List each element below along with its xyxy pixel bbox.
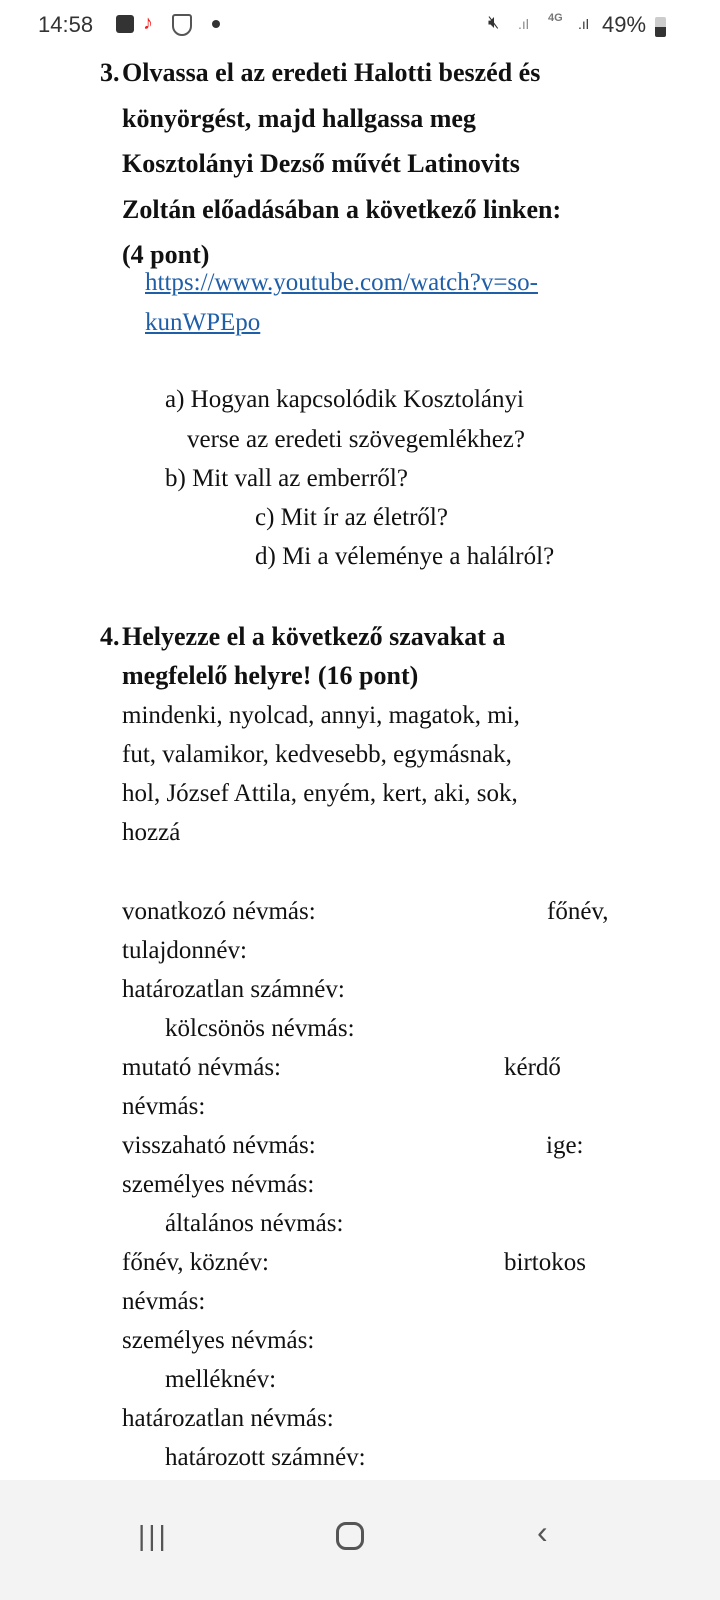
- sub-question: b) Mit vall az emberről?: [165, 465, 408, 492]
- q3-line: Kosztolányi Dezső művét Latinovits: [122, 149, 520, 178]
- category-label: visszaható névmás:: [122, 1132, 316, 1159]
- q3-line: Zoltán előadásában a következő linken:: [122, 195, 562, 224]
- sub-question: d) Mi a véleménye a halálról?: [255, 543, 555, 570]
- youtube-link[interactable]: https://www.youtube.com/watch?v=so-: [145, 269, 538, 296]
- battery-percent: 49%: [602, 12, 647, 37]
- sub-question: a) Hogyan kapcsolódik Kosztolányi: [165, 386, 524, 413]
- category-label: kérdő: [504, 1054, 561, 1081]
- signal-icon-2: .ıl: [578, 16, 589, 32]
- category-label: névmás:: [122, 1288, 206, 1315]
- category-label: személyes névmás:: [122, 1327, 315, 1354]
- category-label: birtokos: [504, 1249, 586, 1276]
- navigation-bar: [0, 1480, 720, 1600]
- youtube-link-cont[interactable]: kunWPEpo: [145, 309, 261, 336]
- category-label: határozott számnév:: [165, 1444, 366, 1471]
- sub-question: verse az eredeti szövegemlékhez?: [187, 426, 525, 453]
- category-label: mutató névmás:: [122, 1054, 281, 1081]
- question-number: 4.: [100, 622, 120, 651]
- word-list: hol, József Attila, enyém, kert, aki, sok,: [122, 780, 518, 807]
- shield-app-icon: [172, 14, 192, 36]
- signal-icon: .ıl: [518, 16, 529, 32]
- category-label: határozatlan névmás:: [122, 1405, 334, 1432]
- notification-dot-icon: [212, 20, 220, 28]
- category-label: melléknév:: [165, 1366, 277, 1393]
- back-button[interactable]: ‹: [537, 1514, 548, 1550]
- q4-line: megfelelő helyre! (16 pont): [122, 661, 419, 690]
- tiktok-icon: ♪: [143, 12, 153, 34]
- category-label: kölcsönös névmás:: [165, 1015, 355, 1042]
- question-number: 3.: [100, 58, 120, 87]
- category-label: névmás:: [122, 1093, 206, 1120]
- gallery-icon: [116, 15, 134, 33]
- home-button[interactable]: [336, 1522, 364, 1550]
- word-list: mindenki, nyolcad, annyi, magatok, mi,: [122, 702, 520, 729]
- word-list: hozzá: [122, 819, 181, 846]
- category-label: vonatkozó névmás:: [122, 898, 316, 925]
- word-list: fut, valamikor, kedvesebb, egymásnak,: [122, 741, 512, 768]
- category-label: határozatlan számnév:: [122, 976, 345, 1003]
- category-label: általános névmás:: [165, 1210, 344, 1237]
- q3-line: könyörgést, majd hallgassa meg: [122, 104, 476, 133]
- q3-line: (4 pont): [122, 240, 210, 269]
- q3-line: Olvassa el az eredeti Halotti beszéd és: [122, 58, 541, 87]
- category-label: ige:: [546, 1132, 584, 1159]
- q4-line: Helyezze el a következő szavakat a: [122, 622, 506, 651]
- category-label: főnév,: [547, 898, 609, 925]
- recent-apps-button[interactable]: |||: [138, 1520, 169, 1551]
- network-type: 4G: [548, 12, 563, 24]
- category-label: tulajdonnév:: [122, 937, 247, 964]
- clock: 14:58: [38, 12, 94, 37]
- category-label: főnév, köznév:: [122, 1249, 269, 1276]
- mute-icon: 🔇︎: [488, 12, 500, 32]
- category-label: személyes névmás:: [122, 1171, 315, 1198]
- status-bar: [0, 0, 720, 50]
- battery-icon: [655, 17, 666, 37]
- sub-question: c) Mit ír az életről?: [255, 504, 448, 531]
